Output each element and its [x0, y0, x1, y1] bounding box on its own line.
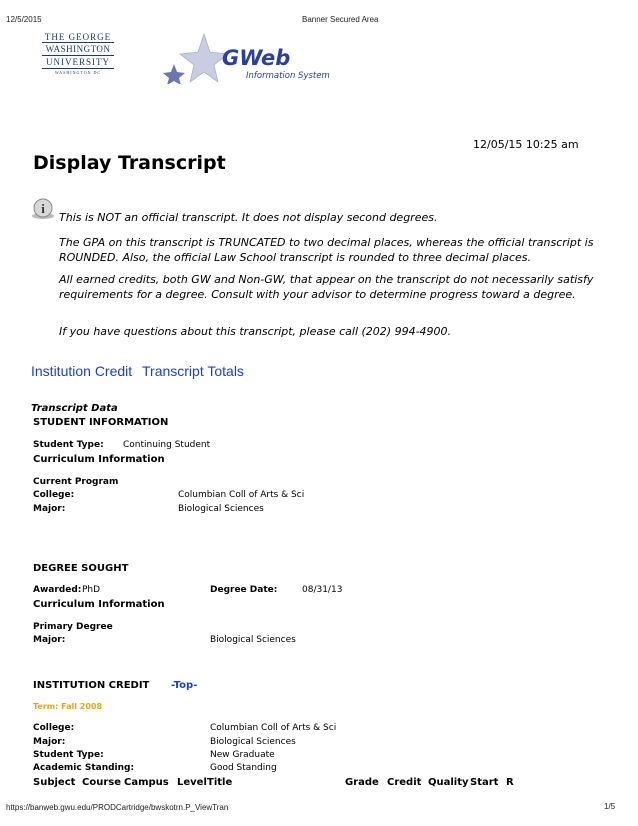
gwu-logo-line: THE GEORGE: [42, 32, 114, 43]
print-title: Banner Secured Area: [302, 15, 379, 24]
gweb-star-icon: [160, 32, 230, 84]
curriculum-heading: Curriculum Information: [33, 454, 165, 465]
student-type-label: Student Type:: [33, 440, 104, 450]
column-header-r: R: [506, 777, 514, 788]
column-header-campus: Campus: [124, 777, 169, 788]
column-header-title: Title: [207, 777, 233, 788]
term-label: Term: Fall 2008: [33, 702, 103, 711]
ic-student-type-value: New Graduate: [210, 750, 275, 760]
ic-major-value: Biological Sciences: [210, 737, 296, 747]
notice-gpa: The GPA on this transcript is TRUNCATED to two decimal places, whereas the official transcript is ROUNDED. Also, the official Law School transcript is rounded to three decimal places.: [59, 236, 594, 264]
academic-standing-value: Good Standing: [210, 763, 277, 773]
academic-standing-label: Academic Standing:: [33, 763, 135, 773]
ic-college-value: Columbian Coll of Arts & Sci: [210, 723, 337, 733]
gwu-logo-line: WASHINGTON: [42, 43, 114, 56]
college-label: College:: [33, 490, 75, 500]
primary-degree-label: Primary Degree: [33, 622, 113, 632]
ic-college-label: College:: [33, 723, 75, 733]
transcript-data-caption: Transcript Data: [31, 403, 118, 414]
major-value: Biological Sciences: [178, 504, 264, 514]
gweb-logo-title: GWeb: [222, 46, 291, 70]
degree-sought-heading: DEGREE SOUGHT: [33, 563, 129, 574]
degree-major-label: Major:: [33, 635, 66, 645]
degree-date-value: 08/31/13: [302, 585, 343, 595]
gwu-logo: [42, 32, 114, 76]
info-icon: [31, 198, 55, 220]
ic-student-type-label: Student Type:: [33, 750, 104, 760]
print-footer-page: 1/5: [604, 802, 616, 811]
gwu-logo-line: UNIVERSITY: [42, 56, 114, 69]
institution-credit-link[interactable]: Institution Credit: [31, 363, 133, 379]
column-header-credit: Credit: [387, 777, 422, 788]
student-information-heading: STUDENT INFORMATION: [33, 417, 169, 428]
svg-text:i: i: [41, 201, 45, 216]
notice-unofficial: This is NOT an official transcript. It does not display second degrees.: [59, 211, 438, 224]
print-date: 12/5/2015: [6, 15, 42, 24]
column-header-course: Course: [82, 777, 121, 788]
notice-credits: All earned credits, both GW and Non-GW, that appear on the transcript do not necessarily satisfy requirements for a degree. Consult with your advisor to determine progress toward a degree.: [59, 273, 594, 301]
timestamp: 12/05/15 10:25 am: [473, 138, 579, 151]
notice-contact: If you have questions about this transcript, please call (202) 994-4900.: [59, 325, 452, 338]
column-header-start: Start: [470, 777, 499, 788]
transcript-totals-link[interactable]: Transcript Totals: [142, 363, 244, 379]
top-link[interactable]: -Top-: [171, 680, 198, 691]
column-header-level: Level: [177, 777, 207, 788]
student-type-value: Continuing Student: [123, 440, 211, 450]
institution-credit-heading: INSTITUTION CREDIT: [33, 680, 150, 691]
page-title: Display Transcript: [33, 152, 226, 174]
awarded-value: PhD: [82, 585, 101, 595]
column-header-quality: Quality: [428, 777, 469, 788]
column-header-grade: Grade: [345, 777, 379, 788]
degree-curriculum-heading: Curriculum Information: [33, 599, 165, 610]
college-value: Columbian Coll of Arts & Sci: [178, 490, 305, 500]
major-label: Major:: [33, 504, 66, 514]
ic-major-label: Major:: [33, 737, 66, 747]
print-footer-url: https://banweb.gwu.edu/PRODCartridge/bwskotrn.P_ViewTran: [6, 802, 566, 812]
degree-date-label: Degree Date:: [210, 585, 278, 595]
gwu-logo-line: WASHINGTON DC: [54, 70, 102, 75]
awarded-label: Awarded:: [33, 585, 82, 595]
degree-major-value: Biological Sciences: [210, 635, 296, 645]
column-header-subject: Subject: [33, 777, 76, 788]
gweb-logo-subtitle: Information System: [246, 71, 330, 81]
current-program-label: Current Program: [33, 477, 119, 487]
